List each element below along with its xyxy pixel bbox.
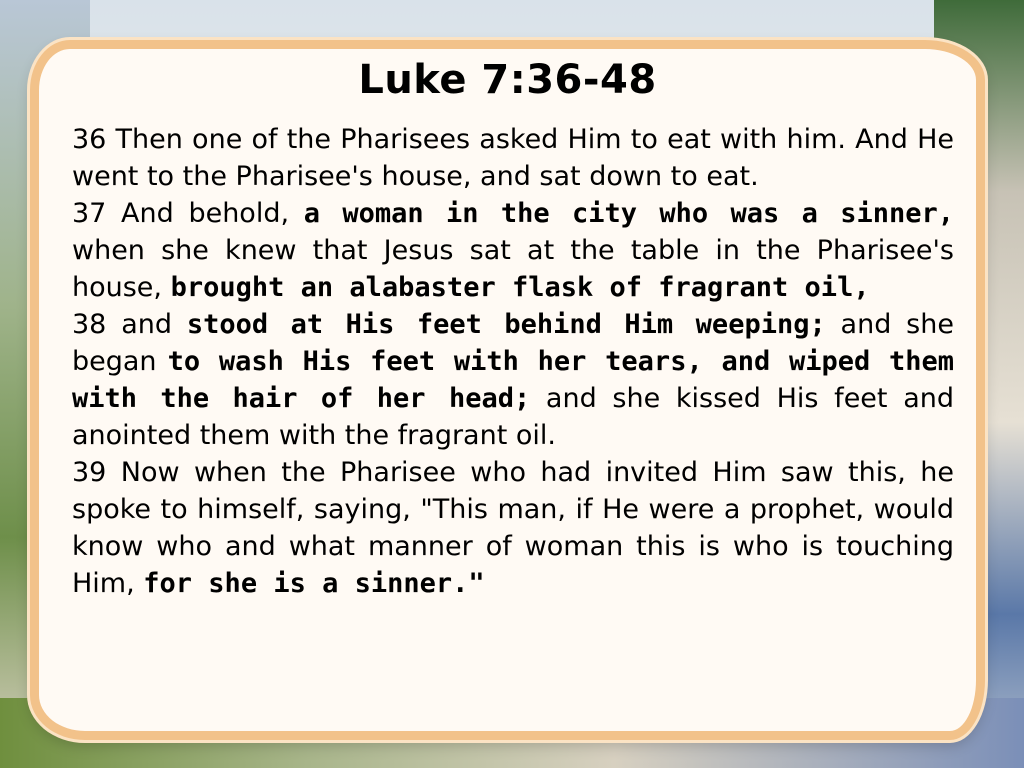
verse-number: 37: [72, 198, 107, 229]
verse-number: 39: [72, 457, 107, 488]
verse-text: Now when the Pharisee who had invited Him saw this, he spoke to himself, saying, "This man, if He were a prophet, would know who and what manner of woman this is who is touching Him,: [72, 457, 954, 599]
verse-number: 36: [72, 124, 107, 155]
verse-text: And behold,: [121, 198, 304, 229]
verse-emphasis-text: brought an alabaster flask of fragrant oil,: [170, 272, 870, 303]
verse-emphasis-text: a woman in the city who was a sinner,: [303, 198, 954, 229]
verse-text: and she began: [72, 309, 954, 377]
verse-number: 38: [72, 309, 107, 340]
verse-39: [72, 454, 954, 602]
verse-38: [72, 306, 954, 454]
verse-emphasis-text: stood at His feet behind Him weeping;: [186, 309, 826, 340]
verse-37: [72, 195, 954, 306]
verse-text: Then one of the Pharisees asked Him to eat with him. And He went to the Pharisee's house, and sat down to eat.: [72, 124, 954, 192]
scripture-card: [30, 40, 985, 740]
verse-36: [72, 121, 954, 195]
slide-title: Luke 7:36-48: [358, 57, 657, 103]
verse-text: and she kissed His feet and anointed them with the fragrant oil.: [72, 383, 954, 451]
verse-emphasis-text: for she is a sinner.": [143, 568, 485, 599]
verse-text: and: [121, 309, 187, 340]
verse-text: when she knew that Jesus sat at the table in the Pharisee's house,: [72, 235, 954, 303]
scripture-passage: [72, 121, 954, 602]
verse-emphasis-text: to wash His feet with her tears, and wiped them with the hair of her head;: [72, 346, 954, 414]
